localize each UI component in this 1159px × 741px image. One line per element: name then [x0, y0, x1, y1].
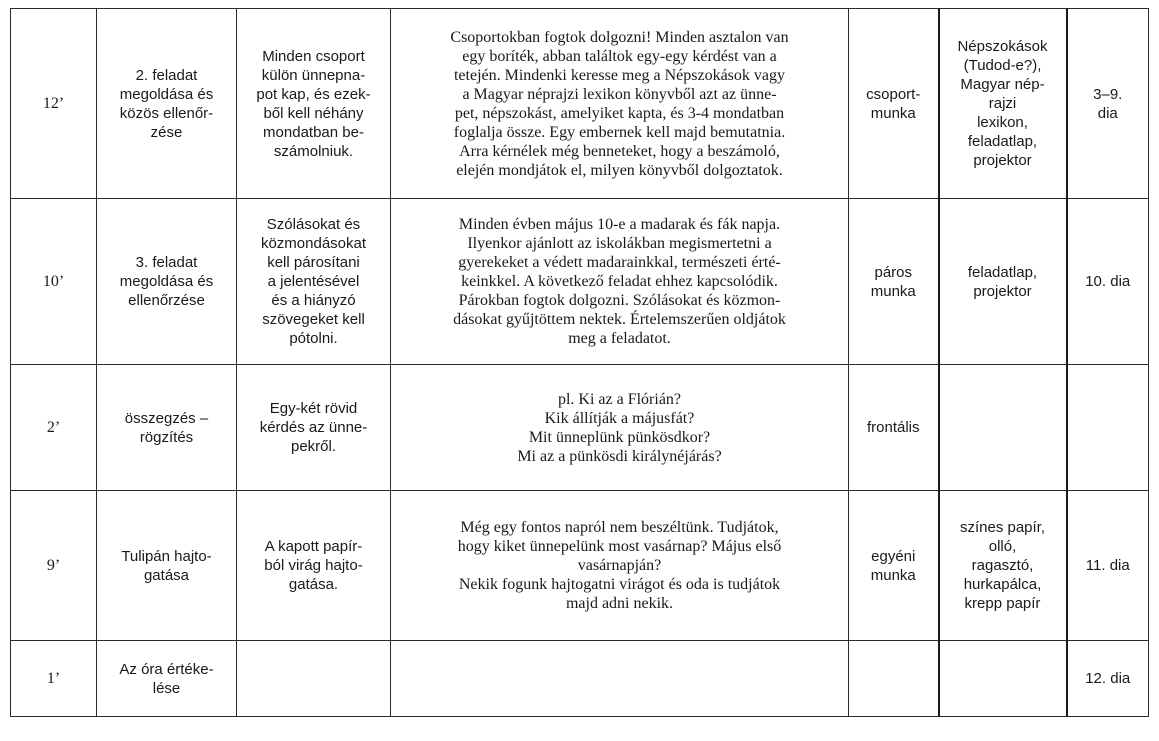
content-cell: pl. Ki az a Flórián? Kik állítják a májusfát? Mit ünneplünk pünkösdkor? Mi az a pünkösdi királynéjárás?: [391, 365, 849, 491]
phase-cell: 3. feladat megoldása és ellenőrzése: [97, 199, 237, 365]
slide-cell: 3–9. dia: [1067, 9, 1149, 199]
method-cell: [849, 641, 939, 717]
table-row: [11, 365, 1149, 491]
tools-cell: [939, 365, 1067, 491]
content-cell: Még egy fontos napról nem beszéltünk. Tudjátok, hogy kiket ünnepelünk most vasárnap? Május első vasárnapján? Nekik fogunk hajtogatni virágot és oda is tudjátok majd adni nekik.: [391, 491, 849, 641]
method-cell: csoport- munka: [849, 9, 939, 199]
content-cell: Csoportokban fogtok dolgozni! Minden asztalon van egy boríték, abban találtok egy-egy kérdést van a tetején. Mindenki keresse meg a Népszokások vagy a Magyar néprajzi lexikon könyvből azt az ünne- pet, népszokást, amelyiket kapta, és 3-4 mondatban foglalja össze. Egy embernek kell majd bemutatnia. Arra kérnélek még benneteket, hogy a beszámoló, elején mondjátok el, milyen könyvből dolgoztatok.: [391, 9, 849, 199]
time-cell: 10’: [11, 199, 97, 365]
task-cell: Szólásokat és közmondásokat kell párosítani a jelentésével és a hiányzó szövegeket kell pótolni.: [237, 199, 391, 365]
tools-cell: [939, 641, 1067, 717]
table-row: [11, 641, 1149, 717]
time-cell: 1’: [11, 641, 97, 717]
method-cell: frontális: [849, 365, 939, 491]
table-row: [11, 199, 1149, 365]
slide-cell: 12. dia: [1067, 641, 1149, 717]
time-cell: 9’: [11, 491, 97, 641]
table-row: [11, 491, 1149, 641]
task-cell: Minden csoport külön ünnepna- pot kap, és ezek- ből kell néhány mondatban be- számolniuk.: [237, 9, 391, 199]
content-cell: Minden évben május 10-e a madarak és fák napja. Ilyenkor ajánlott az iskolákban megismertetni a gyerekeket a védett madarainkkal, természeti érté- keinkkel. A következő feladat ehhez kapcsolódik. Párokban fogtok dolgozni. Szólásokat és közmon- dásokat gyűjtöttem nektek. Értelemszerűen oldjátok meg a feladatot.: [391, 199, 849, 365]
tools-cell: feladatlap, projektor: [939, 199, 1067, 365]
time-cell: 12’: [11, 9, 97, 199]
phase-cell: Az óra értéke- lése: [97, 641, 237, 717]
method-cell: páros munka: [849, 199, 939, 365]
phase-cell: összegzés – rögzítés: [97, 365, 237, 491]
slide-cell: [1067, 365, 1149, 491]
tools-cell: Népszokások (Tudod-e?), Magyar nép- rajzi lexikon, feladatlap, projektor: [939, 9, 1067, 199]
content-cell: [391, 641, 849, 717]
lesson-plan-table: [10, 8, 1149, 717]
task-cell: A kapott papír- ból virág hajto- gatása.: [237, 491, 391, 641]
phase-cell: Tulipán hajto- gatása: [97, 491, 237, 641]
task-cell: [237, 641, 391, 717]
task-cell: Egy-két rövid kérdés az ünne- pekről.: [237, 365, 391, 491]
table-row: [11, 9, 1149, 199]
method-cell: egyéni munka: [849, 491, 939, 641]
time-cell: 2’: [11, 365, 97, 491]
tools-cell: színes papír, olló, ragasztó, hurkapálca, krepp papír: [939, 491, 1067, 641]
phase-cell: 2. feladat megoldása és közös ellenőr- zése: [97, 9, 237, 199]
slide-cell: 11. dia: [1067, 491, 1149, 641]
slide-cell: 10. dia: [1067, 199, 1149, 365]
